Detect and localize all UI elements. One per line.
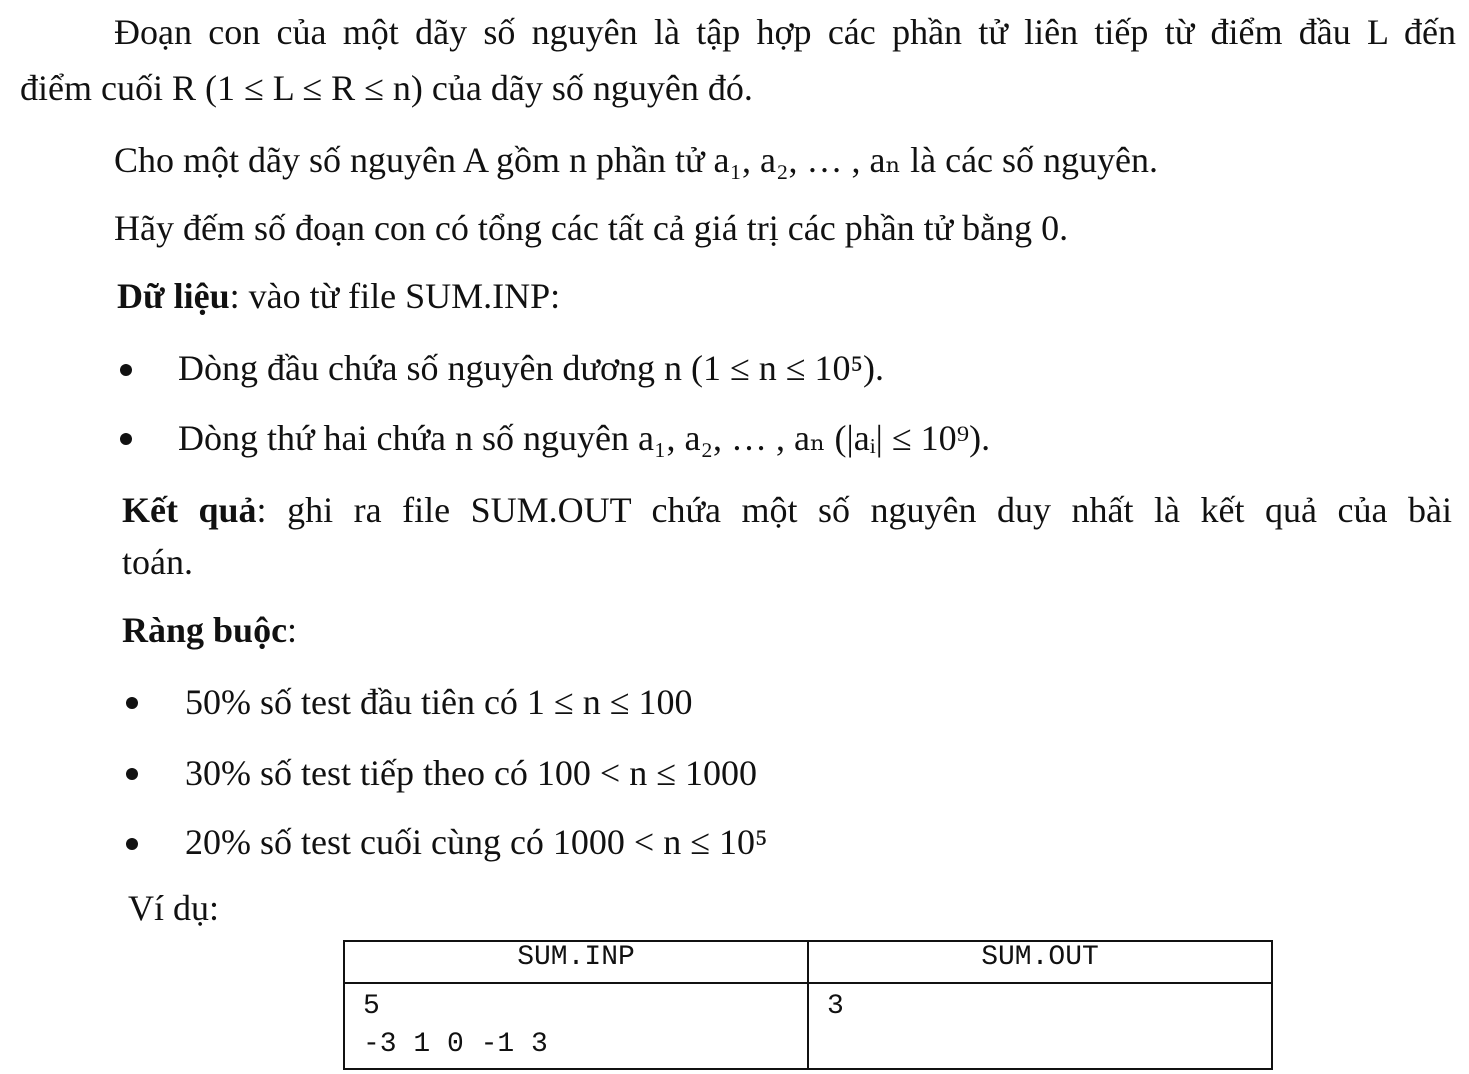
bullet-icon bbox=[126, 768, 138, 780]
input-line-array: -3 1 0 -1 3 bbox=[363, 1029, 548, 1060]
table-row bbox=[344, 983, 1272, 1069]
problem-statement: Cho một dãy số nguyên A gồm n phần tử a₁, a₂, … , aₙ là các số nguyên. bbox=[114, 140, 1159, 180]
definition-line-2: điểm cuối R (1 ≤ L ≤ R ≤ n) của dãy số nguyên đó. bbox=[20, 68, 753, 108]
task-statement: Hãy đếm số đoạn con có tổng các tất cả giá trị các phần tử bằng 0. bbox=[114, 208, 1069, 248]
output-text: : ghi ra file SUM.OUT chứa một số nguyên duy nhất là kết quả của bài bbox=[256, 490, 1453, 530]
input-item-1: Dòng đầu chứa số nguyên dương n (1 ≤ n ≤ 10⁵). bbox=[178, 348, 885, 388]
input-item-2: Dòng thứ hai chứa n số nguyên a₁, a₂, … , aₙ (|aᵢ| ≤ 10⁹). bbox=[178, 418, 991, 458]
constraints-heading bbox=[122, 608, 297, 652]
table-header-row bbox=[344, 941, 1272, 983]
bullet-icon bbox=[126, 838, 138, 850]
input-line-n: 5 bbox=[363, 991, 380, 1022]
output-line-result: 3 bbox=[827, 991, 844, 1022]
bullet-icon bbox=[120, 364, 132, 376]
output-line-1 bbox=[122, 488, 1452, 532]
constraint-item-2: 30% số test tiếp theo có 100 < n ≤ 1000 bbox=[185, 753, 757, 793]
header-sum-inp: SUM.INP bbox=[344, 941, 808, 983]
output-cell bbox=[808, 983, 1272, 1069]
bullet-icon bbox=[126, 697, 138, 709]
example-table bbox=[343, 940, 1273, 1070]
definition-line-1: Đoạn con của một dãy số nguyên là tập hợp các phần tử liên tiếp từ điểm đầu L đến bbox=[114, 12, 1456, 52]
example-label: Ví dụ: bbox=[128, 888, 220, 928]
constraints-label: Ràng buộc bbox=[122, 610, 288, 650]
constraint-item-1: 50% số test đầu tiên có 1 ≤ n ≤ 100 bbox=[185, 682, 693, 722]
bullet-icon bbox=[120, 433, 132, 445]
constraint-item-3: 20% số test cuối cùng có 1000 < n ≤ 10⁵ bbox=[185, 822, 768, 862]
header-sum-out: SUM.OUT bbox=[808, 941, 1272, 983]
constraints-colon: : bbox=[287, 610, 298, 650]
input-label: Dữ liệu bbox=[117, 276, 230, 316]
output-label: Kết quả bbox=[122, 490, 257, 530]
output-line-2: toán. bbox=[122, 542, 193, 582]
input-heading bbox=[117, 274, 560, 318]
input-cell bbox=[344, 983, 808, 1069]
input-text: : vào từ file SUM.INP: bbox=[229, 276, 561, 316]
